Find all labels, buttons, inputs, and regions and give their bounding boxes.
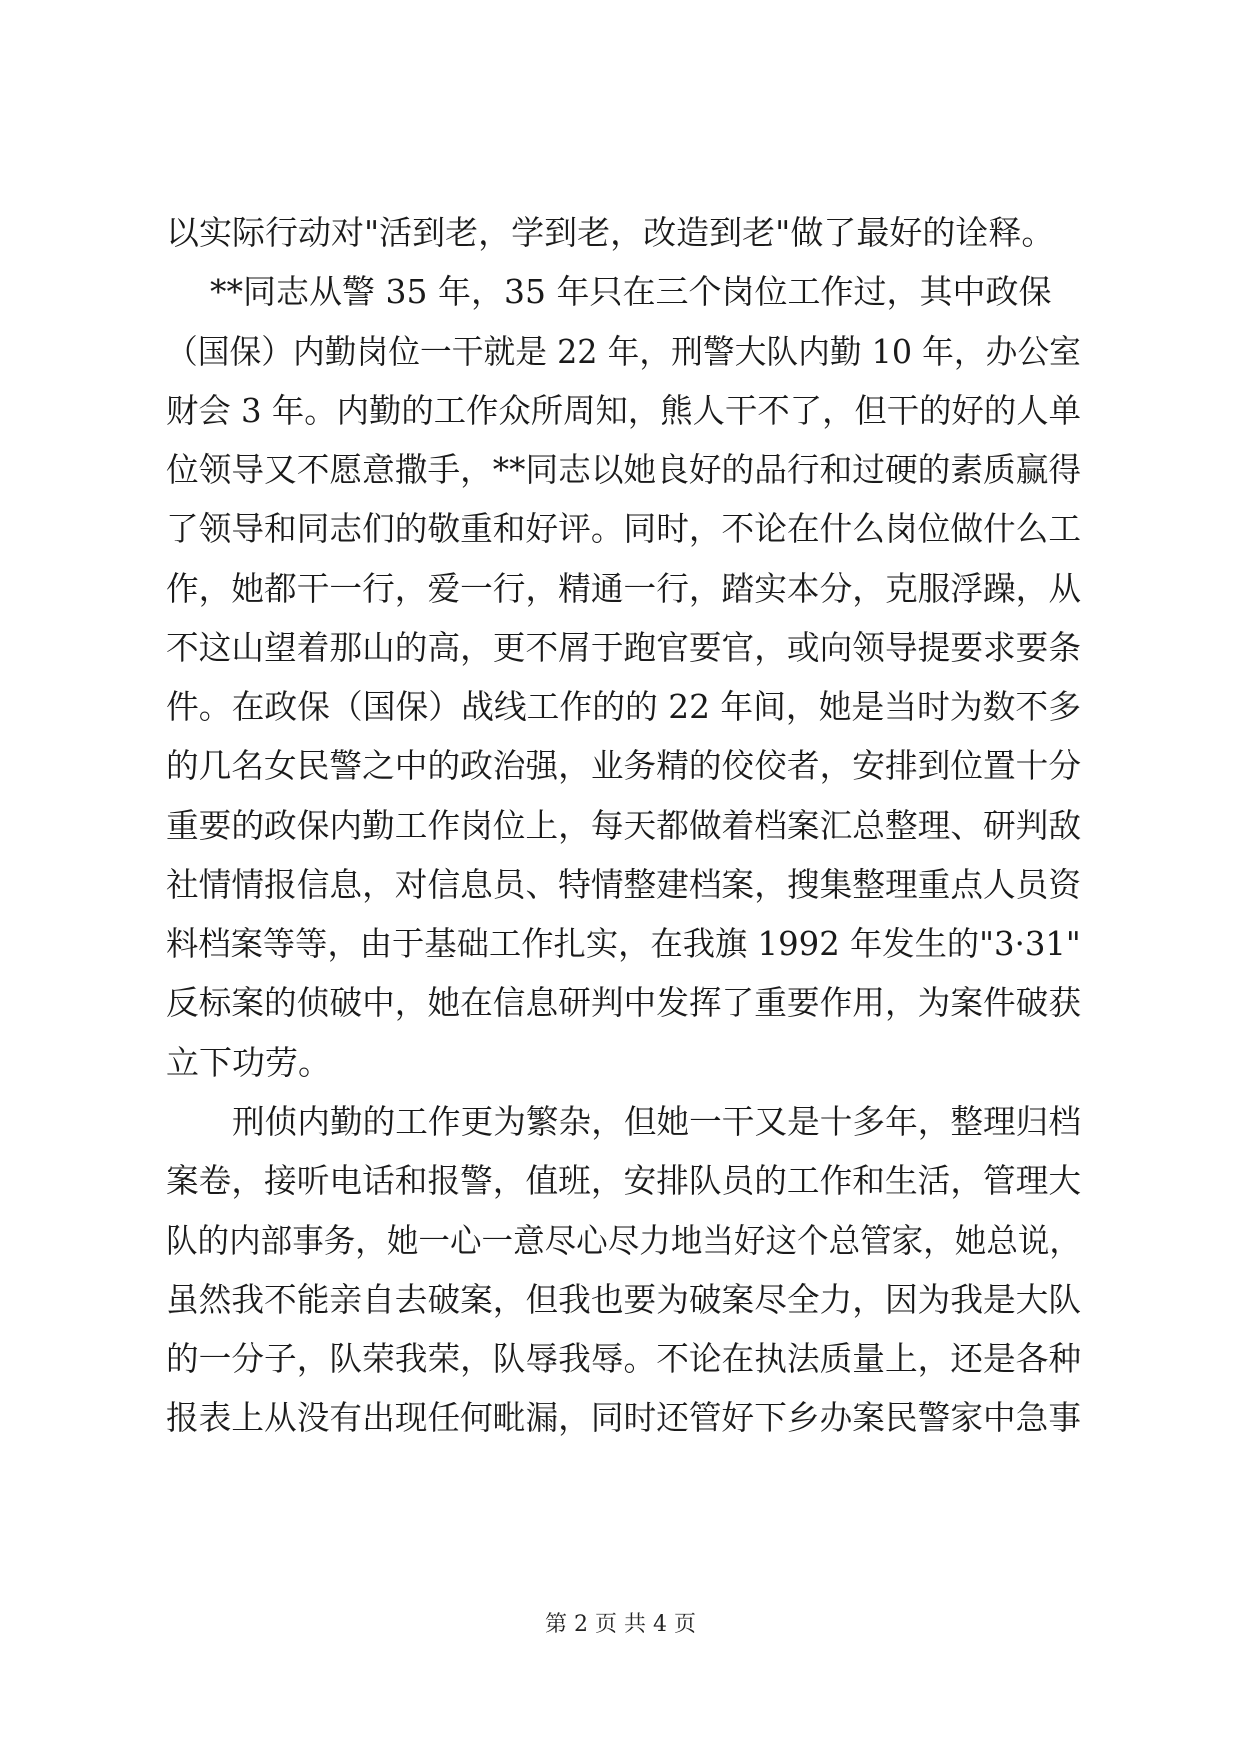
text-line: 的几名女民警之中的政治强，业务精的佼佼者，安排到位置十分 [166,746,1082,785]
text-line: 不这山望着那山的高，更不屑于跑官要官，或向领导提要求要条 [166,628,1082,667]
text-line: 料档案等等，由于基础工作扎实，在我旗 1992 年发生的"3·31" [166,924,1081,963]
text-line: 重要的政保内勤工作岗位上，每天都做着档案汇总整理、研判敌 [166,806,1082,845]
text-line: 社情情报信息，对信息员、特情整建档案，搜集整理重点人员资 [166,865,1082,904]
text-line: 位领导又不愿意撒手，**同志以她良好的品行和过硬的素质赢得 [166,450,1082,489]
text-line: 以实际行动对"活到老，学到老，改造到老"做了最好的诠释。 [166,213,1055,252]
text-line: 作，她都干一行，爱一行，精通一行，踏实本分，克服浮躁，从 [166,569,1082,608]
text-line: 案卷，接听电话和报警，值班，安排队员的工作和生活，管理大 [166,1161,1082,1200]
text-line: 虽然我不能亲自去破案，但我也要为破案尽全力，因为我是大队 [166,1280,1082,1319]
text-line: 反标案的侦破中，她在信息研判中发挥了重要作用，为案件破获 [166,983,1082,1022]
text-line: 刑侦内勤的工作更为繁杂，但她一干又是十多年，整理归档 [232,1102,1081,1141]
text-line: （国保）内勤岗位一干就是 22 年，刑警大队内勤 10 年，办公室 [166,332,1081,371]
page-footer: 第 2 页 共 4 页 [545,1612,696,1637]
text-line: 财会 3 年。内勤的工作众所周知，熊人干不了，但干的好的人单 [166,391,1081,430]
text-line: 件。在政保（国保）战线工作的的 22 年间，她是当时为数不多 [166,687,1081,726]
text-line: 报表上从没有出现任何毗漏，同时还管好下乡办案民警家中急事 [166,1398,1082,1437]
text-line: 立下功劳。 [166,1043,331,1082]
text-line: **同志从警 35 年，35 年只在三个岗位工作过，其中政保 [210,272,1052,311]
text-line: 队的内部事务，她一心一意尽心尽力地当好这个总管家，她总说， [166,1221,1081,1260]
text-line: 的一分子，队荣我荣，队辱我辱。不论在执法质量上，还是各种 [166,1339,1082,1378]
text-line: 了领导和同志们的敬重和好评。同时，不论在什么岗位做什么工 [166,509,1082,548]
